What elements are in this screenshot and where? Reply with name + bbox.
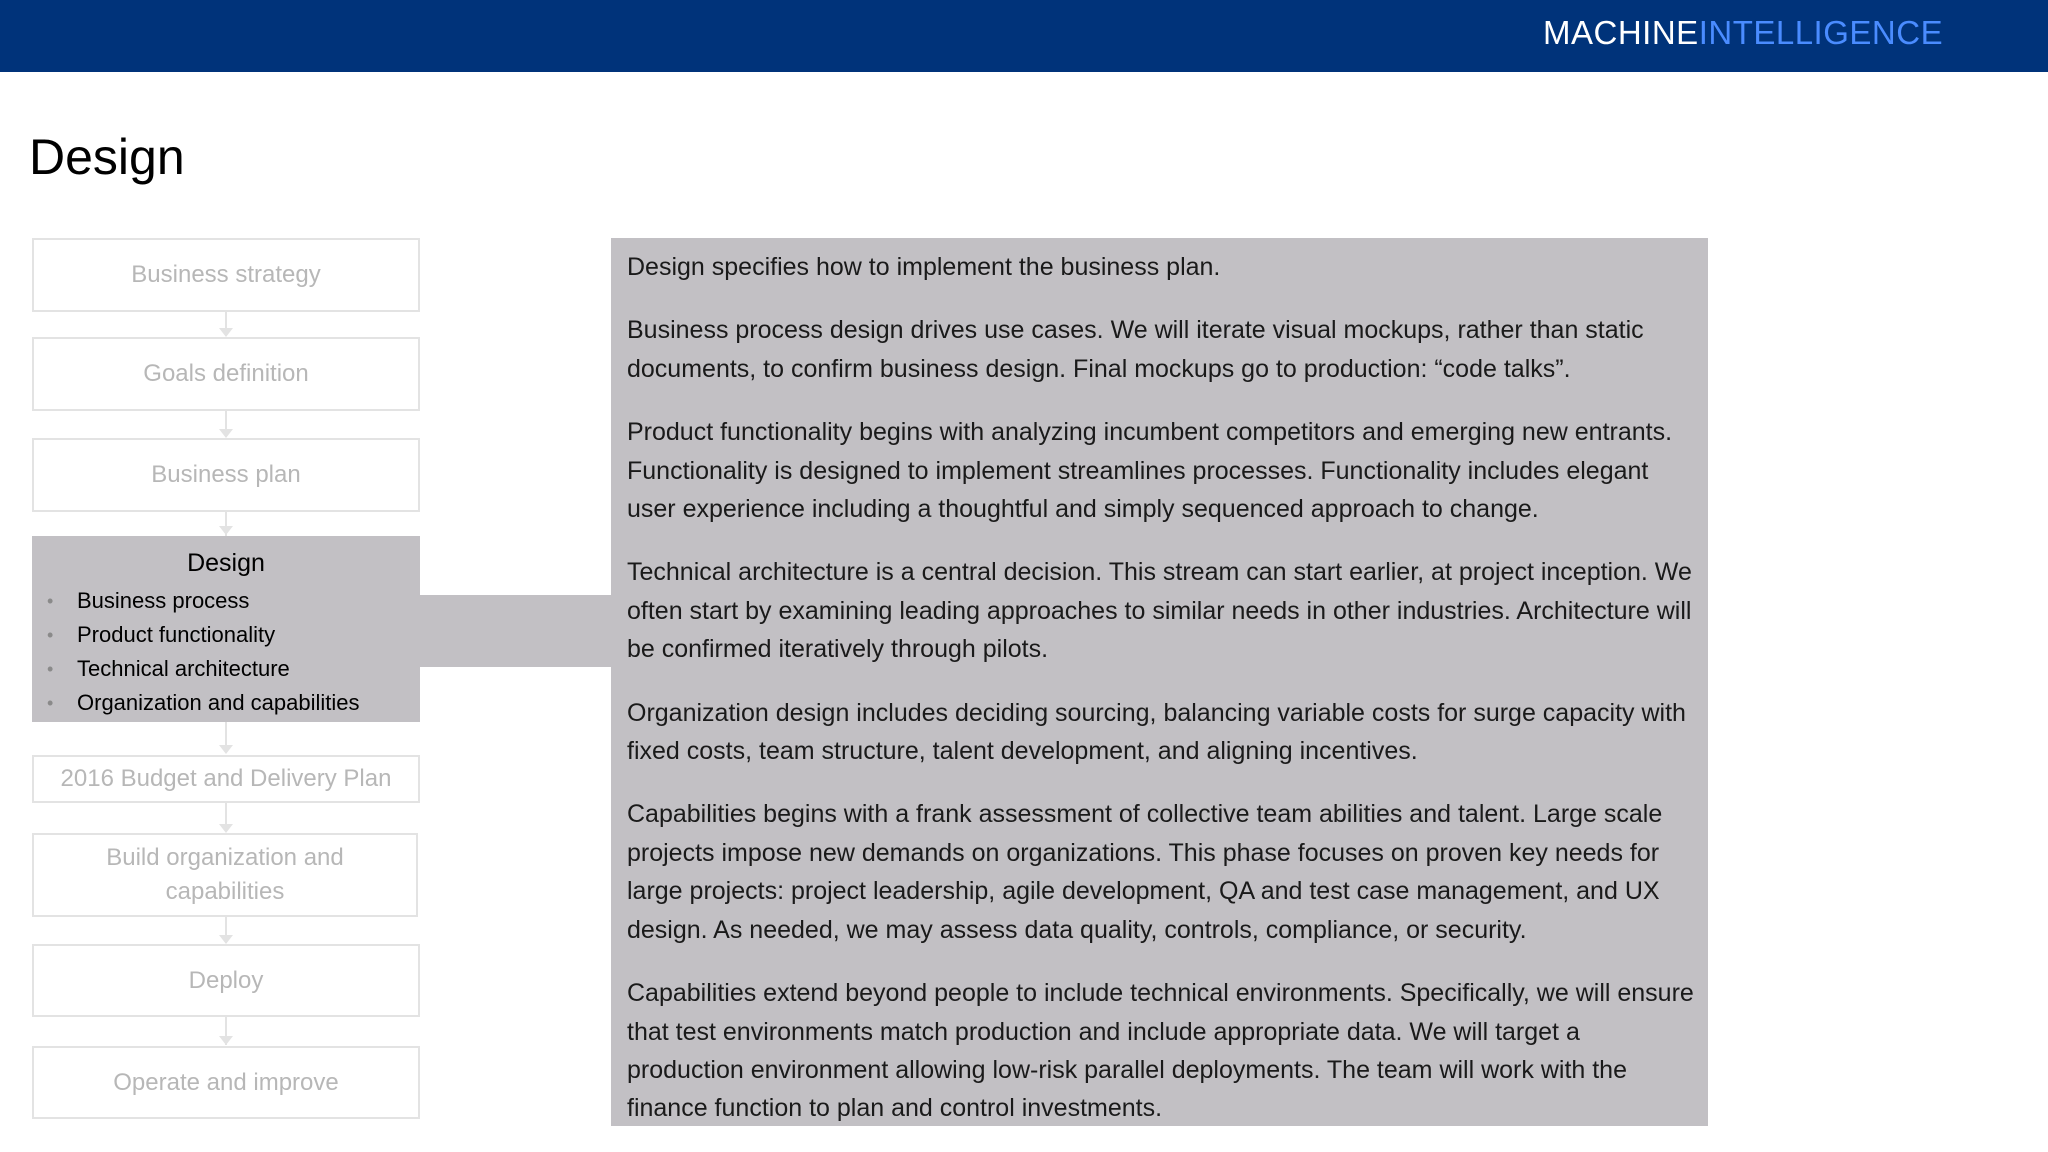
- header-bar: [0, 0, 2048, 72]
- arrow-down-icon: [219, 745, 233, 754]
- arrow-down-icon: [219, 429, 233, 438]
- step-goals-definition: [32, 337, 420, 411]
- arrow-down-icon: [219, 935, 233, 944]
- design-detail-panel: [611, 238, 1708, 1126]
- step-build-organization: [32, 833, 418, 917]
- design-topic-item: • Technical architecture: [32, 652, 420, 686]
- arrow-down-icon: [219, 824, 233, 833]
- step-deploy: [32, 944, 420, 1017]
- brand-part-intelligence: INTELLIGENCE: [1698, 14, 1944, 51]
- detail-paragraph: Capabilities begins with a frank assessment of collective team abilities and talent. Large scale projects impose new demands on organizations. This phase focuses on proven key needs for large projects: project leadership, agile development, QA and test case management, and UX design. As needed, we may assess data quality, controls, compliance, or security.: [627, 800, 1663, 944]
- step-label: Goals definition: [143, 360, 309, 387]
- step-business-strategy: [32, 238, 420, 312]
- page-title: Design: [29, 129, 185, 185]
- design-topic-item: • Product functionality: [32, 618, 420, 652]
- step-business-plan: [32, 438, 420, 512]
- step-operate-improve: [32, 1046, 420, 1119]
- detail-paragraph: Design specifies how to implement the business plan.: [627, 253, 1221, 281]
- brand-part-machine: MACHINE: [1543, 14, 1699, 51]
- design-topic-item: • Business process: [32, 584, 420, 618]
- step-label: 2016 Budget and Delivery Plan: [60, 765, 392, 792]
- step-budget-delivery-plan: [32, 755, 420, 803]
- arrow-down-icon: [219, 328, 233, 337]
- step-label: Operate and improve: [113, 1068, 339, 1096]
- brand-logo: [1543, 14, 1943, 52]
- detail-paragraph: Organization design includes deciding sourcing, balancing variable costs for surge capacity with fixed costs, team structure, talent development, and aligning incentives.: [627, 698, 1686, 766]
- step-label: Deploy: [188, 966, 264, 994]
- step-label: Business plan: [151, 461, 301, 488]
- detail-paragraph: Capabilities extend beyond people to include technical environments. Specifically, we will ensure that test environments match production and include appropriate data. We will target a production environment allowing low-risk parallel deployments. The team will work with the finance function to plan and control investments.: [627, 979, 1694, 1123]
- design-topic-item: • Organization and capabilities: [32, 686, 420, 720]
- detail-paragraph: Technical architecture is a central decision. This stream can start earlier, at project inception. We often start by examining leading approaches to similar needs in other industries. Architecture will be confirmed iteratively through pilots.: [627, 558, 1692, 664]
- detail-paragraph: Product functionality begins with analyzing incumbent competitors and emerging new entrants. Functionality is designed to implement streamlines processes. Functionality includes elegant user experience including a thoughtful and simply sequenced approach to change.: [627, 418, 1673, 524]
- arrow-down-icon: [219, 1036, 233, 1045]
- step-label: Business strategy: [131, 261, 321, 288]
- step-design-active: [32, 536, 420, 722]
- step-design-title: Design: [187, 549, 265, 577]
- step-label: Build organization and capabilities: [106, 844, 344, 905]
- callout-connector: [420, 595, 612, 667]
- design-topic-list: [32, 584, 420, 720]
- arrow-down-icon: [219, 526, 233, 535]
- detail-paragraph: Business process design drives use cases. We will iterate visual mockups, rather than static documents, to confirm business design. Final mockups go to production: “code talks”.: [627, 316, 1644, 383]
